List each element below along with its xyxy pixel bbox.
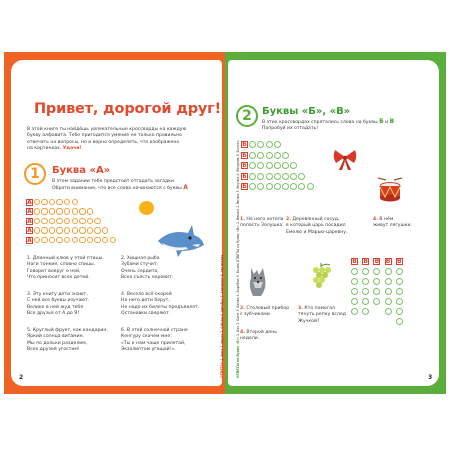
crossword-cell[interactable] — [396, 268, 403, 275]
riddle-4 — [121, 292, 213, 318]
crossword-cell[interactable] — [87, 227, 93, 233]
crossword-cell[interactable] — [373, 278, 380, 285]
crossword-cell[interactable] — [94, 237, 100, 243]
crossword-cell[interactable] — [396, 288, 403, 295]
crossword-cell[interactable] — [56, 237, 62, 243]
crossword-cell[interactable] — [79, 227, 85, 233]
crossword-cell[interactable] — [87, 237, 93, 243]
riddle-1 — [27, 256, 119, 282]
riddle-line: 1. Длинный клюв у этой птицы, — [27, 256, 104, 261]
crossword-cell[interactable] — [56, 227, 62, 233]
crossword-cell[interactable] — [41, 237, 47, 243]
riddle-5 — [27, 328, 119, 354]
crossword-letter-cell: Б — [242, 141, 247, 148]
crossword-cell[interactable] — [396, 298, 403, 305]
crossword-cell[interactable] — [351, 268, 358, 275]
crossword-cell[interactable] — [64, 218, 70, 224]
crossword-cell[interactable] — [34, 199, 40, 205]
answers-vertical: ОТВЕТЫ на букву «Б»: 1. Бал 2. Бант 3. Белка 4. Барабан 5. Бочка ОТВЕТЫ на букву «В»: 1. Вишня 2. Вилка 3. Внучка 4. Вторник 5. Болото. — [236, 139, 240, 378]
crossword-cell[interactable] — [249, 152, 256, 159]
riddle-line: Ноги тонкие, словно спицы. — [27, 262, 96, 268]
orange-fruit-image — [139, 201, 154, 215]
riddle-line: Очень сердита, — [121, 268, 159, 274]
crossword-cell[interactable] — [64, 199, 70, 205]
crossword-letter-cell: В — [397, 258, 402, 265]
crossword-cell[interactable] — [64, 237, 70, 243]
clue-text: Деревянный сосуд, — [292, 217, 340, 222]
crossword-cell[interactable] — [102, 237, 108, 243]
crossword-cell[interactable] — [56, 199, 62, 205]
crossword-cell[interactable] — [266, 152, 273, 159]
crossword-cell[interactable] — [72, 237, 78, 243]
clue-number: 4. — [240, 330, 245, 335]
crossword-cell[interactable] — [290, 183, 297, 190]
riddle-line: «Ты к нам чаще прилетай, — [121, 340, 186, 346]
section-number-badge: 2 — [236, 105, 258, 127]
crossword-cell[interactable] — [49, 218, 55, 224]
riddle-line: Что приносит всех детей. — [27, 275, 90, 281]
crossword-cell[interactable] — [249, 183, 256, 190]
crossword-letter-cell: В — [374, 258, 380, 265]
crossword-cell[interactable] — [249, 173, 256, 180]
crossword-cell[interactable] — [56, 218, 62, 224]
crossword-letter-cell: В — [385, 258, 391, 265]
wolf-image — [245, 264, 271, 298]
clue-6 — [240, 330, 320, 343]
crossword-cell[interactable] — [290, 173, 297, 180]
riddle-line: 4. Весело всё скорей — [121, 292, 172, 297]
answers-vertical: ОТВЕТЫ: 1. Аист 2. Акула 3. Азбука 4. Автобус 5. Апельсин 6. Австралия. — [220, 253, 224, 378]
clue-text: с зубчиками. — [240, 312, 272, 318]
crossword-cell[interactable] — [373, 288, 380, 295]
crossword-letter-cell: Б — [242, 151, 247, 159]
page-number: 2 — [19, 374, 24, 381]
crossword-cell[interactable] — [257, 183, 264, 190]
crossword-cell[interactable] — [41, 227, 47, 233]
clue-text: В нём — [379, 217, 394, 222]
riddle-line: Остановки сверяют. — [121, 311, 171, 317]
crossword-cell[interactable] — [373, 268, 380, 275]
grapes-image — [308, 262, 334, 290]
crossword-cell[interactable] — [274, 152, 281, 159]
crossword-cell[interactable] — [351, 298, 358, 305]
intro-text: В этой книге ты найдёшь увлекательные кроссворды на каждую букву алфавита. Тебе пригодится умение не только правильно отвечать на вопросы, но и верно определять, что изображено на картинках. Удачи! — [27, 127, 187, 152]
crossword-cell[interactable] — [290, 162, 297, 169]
crossword-cell[interactable] — [64, 227, 70, 233]
crossword-cell[interactable] — [49, 208, 55, 214]
crossword-cell[interactable] — [298, 183, 305, 190]
page-number: 3 — [428, 374, 433, 381]
crossword-cell[interactable] — [34, 218, 40, 224]
clue-number: 2. — [286, 217, 291, 222]
crossword-cell[interactable] — [94, 218, 100, 224]
clue-text: На него хотела — [246, 217, 284, 222]
crossword-cell[interactable] — [266, 173, 273, 180]
riddle-line: Всех друзей угостим! — [27, 347, 80, 353]
clue-text: живут лягушки. — [373, 223, 412, 229]
crossword-letter-cell: Б — [242, 162, 247, 170]
crossword-cell[interactable] — [34, 237, 40, 243]
crossword-cell[interactable] — [298, 173, 305, 180]
right-page — [225, 52, 446, 394]
riddle-line: Мы по дольки разделим, — [27, 340, 88, 346]
clue-text: в который царь посадил — [286, 223, 346, 229]
crossword-cell[interactable] — [362, 298, 369, 305]
crossword-cell[interactable] — [41, 208, 47, 214]
crossword-cell[interactable] — [396, 278, 403, 285]
crossword-letter-cell: А — [27, 227, 32, 235]
crossword-letter-cell: Б — [242, 172, 247, 180]
crossword-cell[interactable] — [249, 141, 256, 148]
page-title: Привет, дорогой друг! — [34, 101, 221, 117]
crossword-cell[interactable] — [385, 308, 392, 315]
crossword-cell[interactable] — [282, 183, 289, 190]
crossword-letter-cell: В — [352, 258, 357, 265]
bow-image — [332, 148, 358, 172]
riddle-line: 5. Круглый фрукт, как кандарин, — [27, 328, 108, 333]
clue-text: Жучкой? — [298, 318, 320, 324]
clue-text: тянуть репку вслед — [298, 312, 346, 318]
crossword-cell[interactable] — [362, 268, 369, 275]
crossword-cell[interactable] — [385, 288, 392, 295]
crossword-cell[interactable] — [385, 268, 392, 275]
crossword-cell[interactable] — [87, 218, 93, 224]
crossword-cell[interactable] — [56, 208, 62, 214]
crossword-cell[interactable] — [94, 227, 100, 233]
clue-line — [286, 230, 366, 236]
clue-number: 1. — [240, 217, 245, 222]
crossword-cell[interactable] — [385, 278, 392, 285]
crossword-cell[interactable] — [274, 162, 281, 169]
crossword-cell[interactable] — [41, 199, 47, 205]
crossword-cell[interactable] — [49, 237, 55, 243]
crossword-cell[interactable] — [34, 227, 40, 233]
section-number-badge: 1 — [24, 163, 46, 185]
crossword-cell[interactable] — [266, 183, 273, 190]
crossword-cell[interactable] — [110, 237, 116, 243]
crossword-cell[interactable] — [282, 173, 289, 180]
crossword-cell[interactable] — [274, 173, 281, 180]
crossword-cell[interactable] — [385, 298, 392, 305]
crossword-cell[interactable] — [72, 199, 78, 205]
riddle-line: 2. Хищная рыба — [121, 256, 160, 261]
crossword-cell[interactable] — [351, 288, 358, 295]
crossword-cell[interactable] — [257, 152, 264, 159]
clue-number: 4. — [373, 217, 378, 222]
crossword-cell[interactable] — [266, 162, 273, 169]
clue-text: Второй день — [246, 330, 277, 335]
crossword-cell[interactable] — [72, 227, 78, 233]
riddle-line: Всех съесть норовит. — [121, 275, 174, 281]
crossword-cell[interactable] — [79, 218, 85, 224]
clue-number: 2. — [240, 306, 245, 311]
crossword-cell[interactable] — [274, 141, 281, 148]
clue-text: Емелю и Марью-царевну. — [286, 229, 348, 235]
crossword-cell[interactable] — [257, 173, 264, 180]
riddle-line: Кенгуру скачем мне: — [121, 334, 172, 340]
riddle-line: Зубами стучит. — [121, 262, 158, 268]
riddle-line: С ней все буквы изучают. — [27, 298, 90, 304]
crossword-cell[interactable] — [373, 298, 380, 305]
crossword-cell[interactable] — [87, 208, 93, 214]
crossword-cell[interactable] — [49, 199, 55, 205]
clue-line — [240, 336, 320, 342]
crossword-cell[interactable] — [362, 288, 369, 295]
drum-image — [376, 178, 404, 204]
crossword-letter-cell: А — [27, 236, 32, 244]
crossword-cell[interactable] — [362, 278, 369, 285]
clue-2 — [286, 217, 366, 236]
crossword-letter-cell: А — [27, 208, 32, 216]
crossword-cell[interactable] — [64, 208, 70, 214]
riddle-line: На него дети берут, — [121, 298, 170, 304]
crossword-cell[interactable] — [72, 208, 78, 214]
crossword-letter-cell: А — [27, 199, 32, 206]
riddle-line: 3. Эту книгу дети знают, — [27, 292, 88, 297]
crossword-cell[interactable] — [49, 227, 55, 233]
riddle-line: Яркий солнца витамин. — [27, 334, 85, 340]
crossword-cell[interactable] — [41, 218, 47, 224]
clue-text: Кто помогал — [304, 306, 335, 311]
clue-line — [373, 223, 453, 229]
riddle-line: Не надо их билеты предъявлят, — [121, 304, 199, 310]
crossword-cell[interactable] — [79, 208, 85, 214]
clue-text: недели. — [240, 336, 260, 342]
riddle-3 — [27, 292, 119, 318]
clue-text: попасть Золушка. — [240, 223, 284, 229]
section-title: Буква «А» — [52, 165, 111, 176]
crossword-cell[interactable] — [274, 183, 281, 190]
crossword-cell[interactable] — [396, 318, 403, 325]
riddle-2 — [121, 256, 213, 282]
section-instructions: В этом задании тебе предстоит отгадать загадки. Обрати внимание, что все слова начинаются с буквы А — [52, 179, 188, 192]
clue-line — [298, 319, 378, 325]
clue-text: Столовый прибор — [246, 306, 290, 311]
crossword-cell[interactable] — [72, 218, 78, 224]
crossword-cell[interactable] — [102, 227, 108, 233]
book-spread — [4, 52, 446, 394]
clue-number: 3. — [298, 306, 303, 311]
riddle-line: 6. В этой солнечной стране — [121, 328, 188, 333]
crossword-cell[interactable] — [257, 162, 264, 169]
clue-3 — [373, 217, 453, 230]
riddle-line: Экзалиптом угощай!». — [121, 347, 176, 353]
crossword-letter-cell: В — [363, 258, 368, 265]
left-page — [4, 52, 225, 394]
crossword-letter-cell: А — [27, 217, 32, 225]
riddle-line: Велико в ней жуд тебя — [27, 304, 83, 310]
crossword-cell[interactable] — [79, 237, 85, 243]
crossword-cell[interactable] — [282, 152, 289, 159]
crossword-cell[interactable] — [396, 308, 403, 315]
crossword-letter-cell: Б — [242, 183, 247, 191]
section-instructions: В этих кроссвордах спрятались слова на буквы Б и В Попробуй их отгадать! — [262, 118, 395, 132]
crossword-cell[interactable] — [34, 208, 40, 214]
riddle-line: Все друзья от А до Я! — [27, 311, 80, 317]
crossword-cell[interactable] — [351, 278, 358, 285]
left-page-content — [11, 60, 222, 386]
crossword-cell[interactable] — [282, 162, 289, 169]
section-title: Буквы «Б», «В» — [262, 106, 351, 117]
crossword-cell[interactable] — [249, 162, 256, 169]
riddle-line: Говорит вокруг о ней, — [27, 268, 81, 274]
clue-5 — [298, 306, 378, 325]
crossword-cell[interactable] — [307, 183, 314, 190]
crossword-cell[interactable] — [257, 141, 264, 148]
riddle-6 — [121, 328, 213, 354]
crossword-cell[interactable] — [266, 141, 273, 148]
right-page-content — [228, 60, 439, 386]
